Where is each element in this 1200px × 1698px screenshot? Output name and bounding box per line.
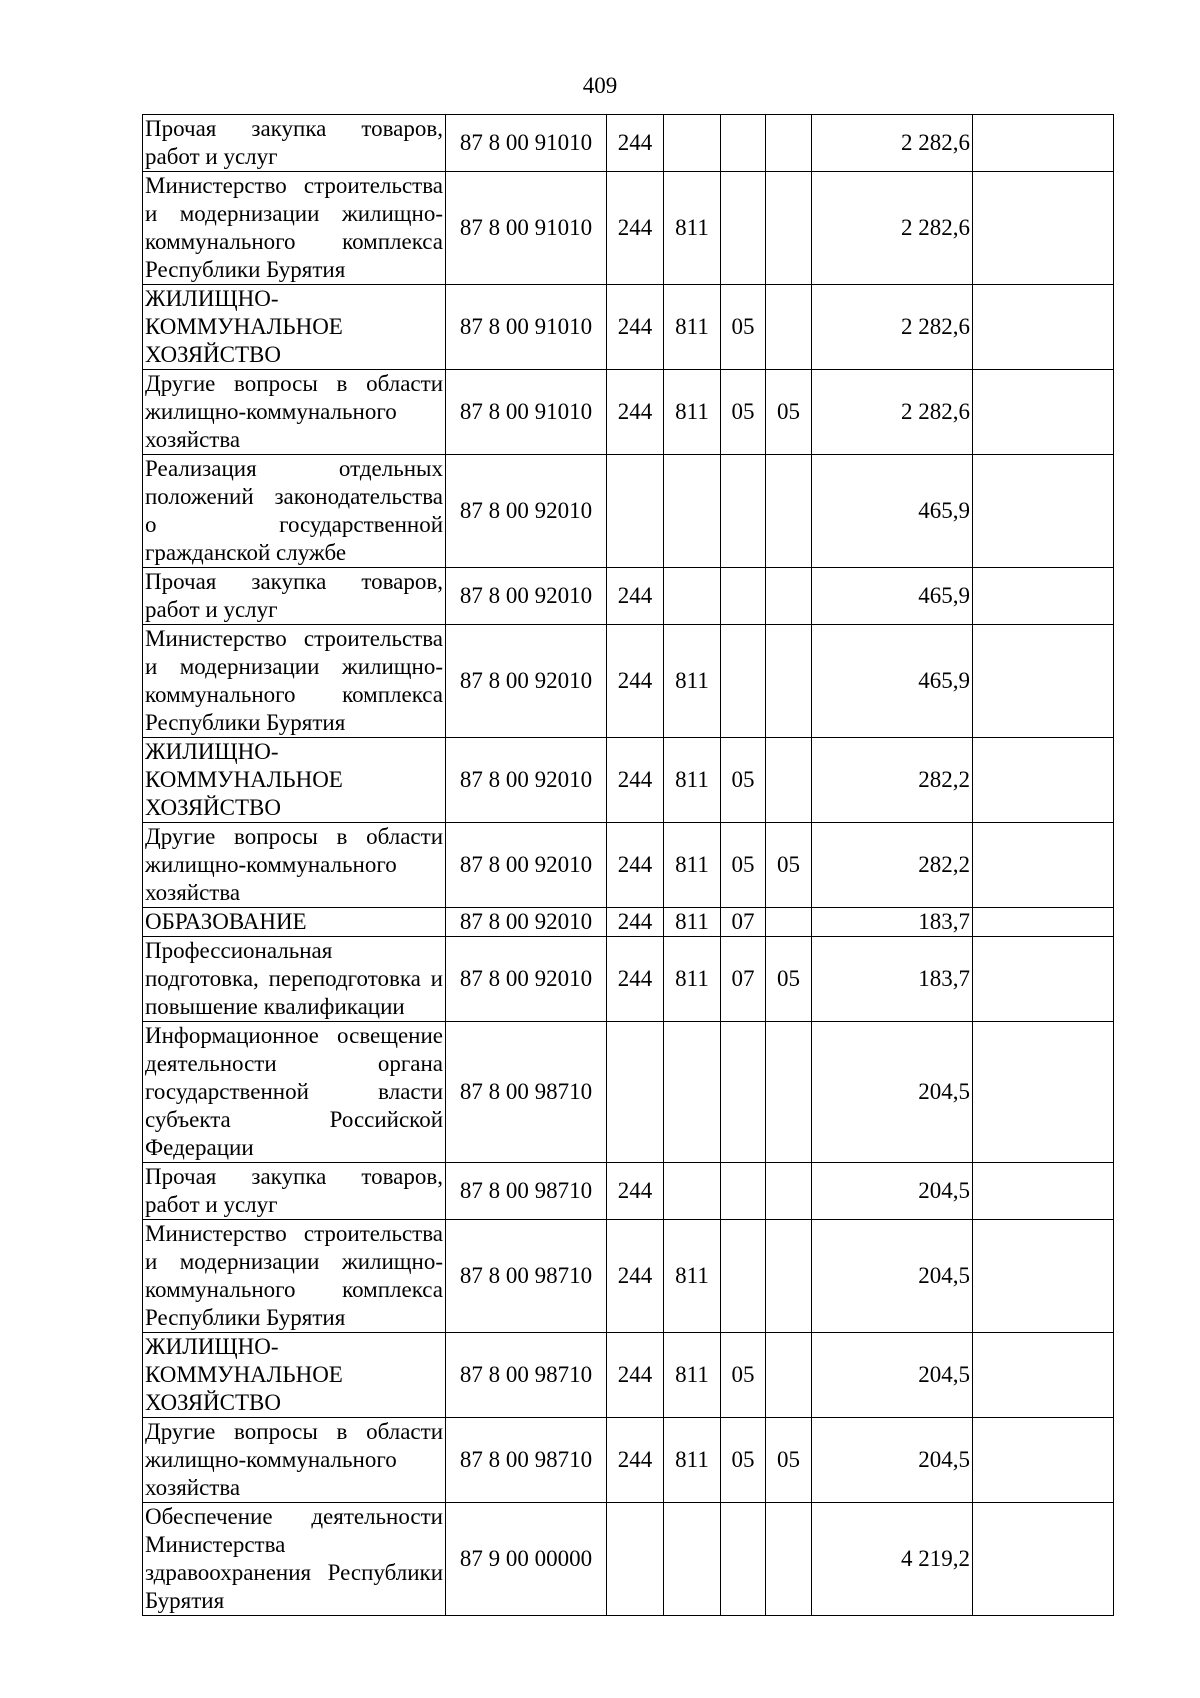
- section-cell: [721, 1220, 766, 1333]
- section-cell: 05: [721, 1333, 766, 1418]
- amount-cell: 2 282,6: [812, 285, 973, 370]
- table-body: [143, 115, 1114, 1616]
- extra-cell: [973, 1503, 1114, 1616]
- extra-cell: [973, 1022, 1114, 1163]
- expense-type-cell: 244: [607, 1333, 664, 1418]
- target-code-cell: 87 8 00 91010: [446, 172, 607, 285]
- target-code-cell: 87 8 00 91010: [446, 285, 607, 370]
- administrator-code-cell: 811: [664, 823, 721, 908]
- amount-cell: 204,5: [812, 1418, 973, 1503]
- expense-type-cell: 244: [607, 370, 664, 455]
- amount-cell: 204,5: [812, 1220, 973, 1333]
- row-name-cell: Министерство строительства и модернизации жилищно-коммунального комплекса Республики Бурятия: [143, 172, 446, 285]
- expense-type-cell: 244: [607, 172, 664, 285]
- extra-cell: [973, 1163, 1114, 1220]
- table-row: [143, 115, 1114, 172]
- expense-type-cell: 244: [607, 1418, 664, 1503]
- target-code-cell: 87 9 00 00000: [446, 1503, 607, 1616]
- expense-type-cell: 244: [607, 937, 664, 1022]
- table-row: [143, 1163, 1114, 1220]
- table-row: [143, 1333, 1114, 1418]
- administrator-code-cell: [664, 568, 721, 625]
- administrator-code-cell: [664, 1163, 721, 1220]
- subsection-cell: [766, 568, 812, 625]
- row-name-cell: ЖИЛИЩНО-КОММУНАЛЬНОЕ ХОЗЯЙСТВО: [143, 1333, 446, 1418]
- administrator-code-cell: 811: [664, 908, 721, 937]
- row-name-cell: Обеспечение деятельности Министерства здравоохранения Республики Бурятия: [143, 1503, 446, 1616]
- target-code-cell: 87 8 00 92010: [446, 937, 607, 1022]
- target-code-cell: 87 8 00 92010: [446, 908, 607, 937]
- table-row: [143, 1220, 1114, 1333]
- amount-cell: 4 219,2: [812, 1503, 973, 1616]
- row-name-cell: ОБРАЗОВАНИЕ: [143, 908, 446, 937]
- section-cell: 05: [721, 285, 766, 370]
- target-code-cell: 87 8 00 98710: [446, 1163, 607, 1220]
- section-cell: [721, 1503, 766, 1616]
- table-row: [143, 172, 1114, 285]
- expense-type-cell: 244: [607, 738, 664, 823]
- administrator-code-cell: 811: [664, 285, 721, 370]
- amount-cell: 465,9: [812, 568, 973, 625]
- administrator-code-cell: 811: [664, 1220, 721, 1333]
- section-cell: 07: [721, 908, 766, 937]
- section-cell: 05: [721, 1418, 766, 1503]
- administrator-code-cell: [664, 1022, 721, 1163]
- expense-type-cell: 244: [607, 625, 664, 738]
- target-code-cell: 87 8 00 92010: [446, 625, 607, 738]
- amount-cell: 204,5: [812, 1022, 973, 1163]
- administrator-code-cell: 811: [664, 370, 721, 455]
- amount-cell: 2 282,6: [812, 370, 973, 455]
- section-cell: [721, 172, 766, 285]
- subsection-cell: [766, 1220, 812, 1333]
- extra-cell: [973, 1333, 1114, 1418]
- row-name-cell: ЖИЛИЩНО-КОММУНАЛЬНОЕ ХОЗЯЙСТВО: [143, 738, 446, 823]
- row-name-cell: Реализация отдельных положений законодательства о государственной гражданской службе: [143, 455, 446, 568]
- administrator-code-cell: 811: [664, 937, 721, 1022]
- section-cell: [721, 115, 766, 172]
- administrator-code-cell: 811: [664, 1333, 721, 1418]
- row-name-cell: Министерство строительства и модернизации жилищно-коммунального комплекса Республики Бурятия: [143, 1220, 446, 1333]
- row-name-cell: Другие вопросы в области жилищно-коммунального хозяйства: [143, 1418, 446, 1503]
- table-row: [143, 1418, 1114, 1503]
- amount-cell: 204,5: [812, 1163, 973, 1220]
- subsection-cell: [766, 1022, 812, 1163]
- row-name-cell: Другие вопросы в области жилищно-коммунального хозяйства: [143, 370, 446, 455]
- section-cell: [721, 568, 766, 625]
- extra-cell: [973, 738, 1114, 823]
- administrator-code-cell: 811: [664, 172, 721, 285]
- extra-cell: [973, 823, 1114, 908]
- expense-type-cell: 244: [607, 1220, 664, 1333]
- target-code-cell: 87 8 00 91010: [446, 370, 607, 455]
- subsection-cell: [766, 1503, 812, 1616]
- target-code-cell: 87 8 00 98710: [446, 1220, 607, 1333]
- table-row: [143, 908, 1114, 937]
- extra-cell: [973, 1220, 1114, 1333]
- subsection-cell: 05: [766, 823, 812, 908]
- section-cell: 07: [721, 937, 766, 1022]
- amount-cell: 204,5: [812, 1333, 973, 1418]
- amount-cell: 183,7: [812, 937, 973, 1022]
- row-name-cell: Прочая закупка товаров, работ и услуг: [143, 1163, 446, 1220]
- target-code-cell: 87 8 00 91010: [446, 115, 607, 172]
- table-row: [143, 937, 1114, 1022]
- target-code-cell: 87 8 00 98710: [446, 1022, 607, 1163]
- table-row: [143, 1503, 1114, 1616]
- expense-type-cell: 244: [607, 823, 664, 908]
- administrator-code-cell: [664, 115, 721, 172]
- extra-cell: [973, 115, 1114, 172]
- section-cell: 05: [721, 738, 766, 823]
- section-cell: [721, 625, 766, 738]
- subsection-cell: [766, 1333, 812, 1418]
- target-code-cell: 87 8 00 98710: [446, 1333, 607, 1418]
- subsection-cell: [766, 172, 812, 285]
- expense-type-cell: 244: [607, 908, 664, 937]
- subsection-cell: [766, 625, 812, 738]
- amount-cell: 465,9: [812, 625, 973, 738]
- row-name-cell: Прочая закупка товаров, работ и услуг: [143, 568, 446, 625]
- table-row: [143, 568, 1114, 625]
- subsection-cell: [766, 285, 812, 370]
- expense-type-cell: [607, 455, 664, 568]
- extra-cell: [973, 285, 1114, 370]
- subsection-cell: 05: [766, 370, 812, 455]
- section-cell: [721, 1163, 766, 1220]
- extra-cell: [973, 937, 1114, 1022]
- subsection-cell: [766, 1163, 812, 1220]
- target-code-cell: 87 8 00 92010: [446, 455, 607, 568]
- section-cell: 05: [721, 370, 766, 455]
- section-cell: [721, 455, 766, 568]
- budget-table: [142, 114, 1114, 1616]
- section-cell: [721, 1022, 766, 1163]
- subsection-cell: [766, 455, 812, 568]
- subsection-cell: [766, 115, 812, 172]
- row-name-cell: Другие вопросы в области жилищно-коммунального хозяйства: [143, 823, 446, 908]
- subsection-cell: [766, 738, 812, 823]
- expense-type-cell: 244: [607, 285, 664, 370]
- table-row: [143, 455, 1114, 568]
- expense-type-cell: 244: [607, 115, 664, 172]
- target-code-cell: 87 8 00 98710: [446, 1418, 607, 1503]
- expense-type-cell: 244: [607, 1163, 664, 1220]
- amount-cell: 2 282,6: [812, 115, 973, 172]
- amount-cell: 2 282,6: [812, 172, 973, 285]
- page-number: 409: [582, 73, 618, 98]
- subsection-cell: 05: [766, 1418, 812, 1503]
- amount-cell: 282,2: [812, 738, 973, 823]
- administrator-code-cell: 811: [664, 625, 721, 738]
- administrator-code-cell: 811: [664, 1418, 721, 1503]
- amount-cell: 282,2: [812, 823, 973, 908]
- subsection-cell: 05: [766, 937, 812, 1022]
- extra-cell: [973, 172, 1114, 285]
- table-row: [143, 1022, 1114, 1163]
- expense-type-cell: 244: [607, 568, 664, 625]
- extra-cell: [973, 370, 1114, 455]
- row-name-cell: Министерство строительства и модернизации жилищно-коммунального комплекса Республики Бурятия: [143, 625, 446, 738]
- extra-cell: [973, 1418, 1114, 1503]
- extra-cell: [973, 908, 1114, 937]
- row-name-cell: Профессиональная подготовка, переподготовка и повышение квалификации: [143, 937, 446, 1022]
- amount-cell: 183,7: [812, 908, 973, 937]
- expense-type-cell: [607, 1503, 664, 1616]
- table-row: [143, 625, 1114, 738]
- administrator-code-cell: [664, 1503, 721, 1616]
- expense-type-cell: [607, 1022, 664, 1163]
- target-code-cell: 87 8 00 92010: [446, 568, 607, 625]
- target-code-cell: 87 8 00 92010: [446, 823, 607, 908]
- table-row: [143, 285, 1114, 370]
- row-name-cell: ЖИЛИЩНО-КОММУНАЛЬНОЕ ХОЗЯЙСТВО: [143, 285, 446, 370]
- row-name-cell: Информационное освещение деятельности органа государственной власти субъекта Российской Федерации: [143, 1022, 446, 1163]
- target-code-cell: 87 8 00 92010: [446, 738, 607, 823]
- table-row: [143, 823, 1114, 908]
- administrator-code-cell: [664, 455, 721, 568]
- extra-cell: [973, 568, 1114, 625]
- row-name-cell: Прочая закупка товаров, работ и услуг: [143, 115, 446, 172]
- section-cell: 05: [721, 823, 766, 908]
- extra-cell: [973, 455, 1114, 568]
- table-row: [143, 738, 1114, 823]
- extra-cell: [973, 625, 1114, 738]
- administrator-code-cell: 811: [664, 738, 721, 823]
- table-row: [143, 370, 1114, 455]
- subsection-cell: [766, 908, 812, 937]
- amount-cell: 465,9: [812, 455, 973, 568]
